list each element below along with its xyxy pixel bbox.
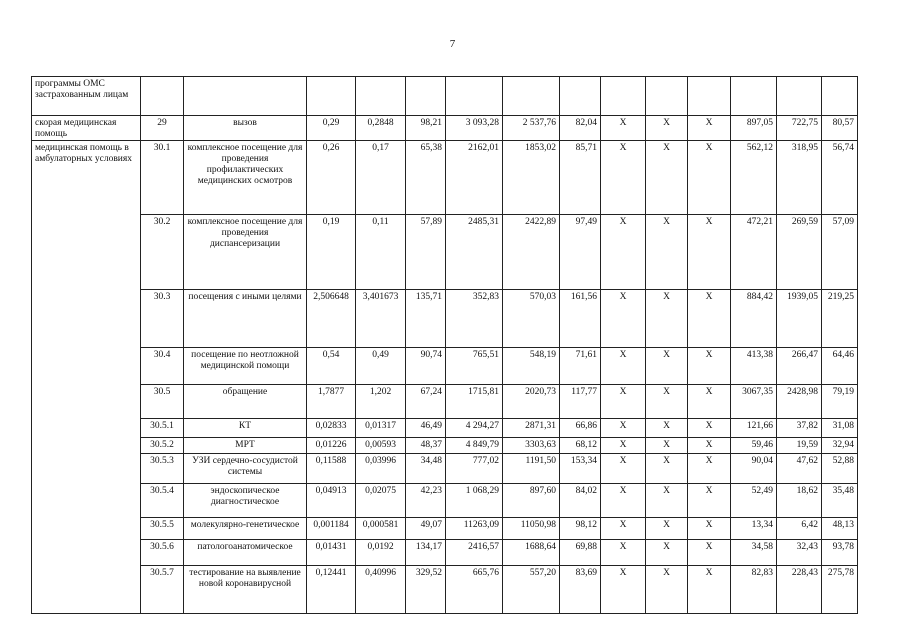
mark-3: Х <box>688 290 731 348</box>
value-2: 0,03996 <box>356 454 406 484</box>
value-3: 48,37 <box>406 438 446 454</box>
value-8: 6,42 <box>777 518 822 540</box>
value-9: 48,13 <box>822 518 858 540</box>
mark-3: Х <box>688 540 731 566</box>
row-number: 30.5.2 <box>141 438 184 454</box>
value-1: 0,54 <box>307 348 356 385</box>
value-2: 1,202 <box>356 385 406 419</box>
value-5: 548,19 <box>503 348 560 385</box>
value-9: 80,57 <box>822 116 858 141</box>
mark-3: Х <box>688 348 731 385</box>
mark-3: Х <box>688 419 731 438</box>
value-1: 0,02833 <box>307 419 356 438</box>
value-3: 46,49 <box>406 419 446 438</box>
value-2: 0,40996 <box>356 566 406 614</box>
value-4: 2416,57 <box>446 540 503 566</box>
table-row <box>32 419 858 438</box>
value-1: 0,01226 <box>307 438 356 454</box>
row-name: патологоанатомическое <box>184 540 307 566</box>
mark-2: Х <box>646 438 688 454</box>
value-7: 13,34 <box>731 518 777 540</box>
value-2: 0,2848 <box>356 116 406 141</box>
row-name: вызов <box>184 116 307 141</box>
value-1: 0,001184 <box>307 518 356 540</box>
value-5: 1853,02 <box>503 141 560 215</box>
value-2: 0,17 <box>356 141 406 215</box>
table-row <box>32 77 858 116</box>
mark-2: Х <box>646 518 688 540</box>
value-7: 472,21 <box>731 215 777 290</box>
value-6: 68,12 <box>560 438 601 454</box>
value-3: 329,52 <box>406 566 446 614</box>
value-7: 413,38 <box>731 348 777 385</box>
value-2: 0,000581 <box>356 518 406 540</box>
row-name: посещение по неотложной медицинской помощи <box>184 348 307 385</box>
value-5: 11050,98 <box>503 518 560 540</box>
value-7: 82,83 <box>731 566 777 614</box>
mark-2: Х <box>646 348 688 385</box>
mark-1 <box>601 77 646 116</box>
value-6: 117,77 <box>560 385 601 419</box>
value-3: 67,24 <box>406 385 446 419</box>
value-6: 85,71 <box>560 141 601 215</box>
value-7: 562,12 <box>731 141 777 215</box>
row-number <box>141 77 184 116</box>
value-9: 64,46 <box>822 348 858 385</box>
mark-1: Х <box>601 385 646 419</box>
value-9 <box>822 77 858 116</box>
value-8: 37,82 <box>777 419 822 438</box>
value-3: 134,17 <box>406 540 446 566</box>
mark-2: Х <box>646 141 688 215</box>
value-5: 570,03 <box>503 290 560 348</box>
value-6: 66,86 <box>560 419 601 438</box>
value-9: 52,88 <box>822 454 858 484</box>
mark-1: Х <box>601 540 646 566</box>
table-row <box>32 454 858 484</box>
table-row <box>32 438 858 454</box>
mark-1: Х <box>601 290 646 348</box>
value-7: 34,58 <box>731 540 777 566</box>
value-9: 93,78 <box>822 540 858 566</box>
value-2: 0,01317 <box>356 419 406 438</box>
table-row <box>32 518 858 540</box>
mark-1: Х <box>601 419 646 438</box>
value-5: 1191,50 <box>503 454 560 484</box>
mark-2: Х <box>646 484 688 518</box>
value-4: 4 294,27 <box>446 419 503 438</box>
value-8: 2428,98 <box>777 385 822 419</box>
value-7: 3067,35 <box>731 385 777 419</box>
value-7: 121,66 <box>731 419 777 438</box>
value-6: 98,12 <box>560 518 601 540</box>
value-3: 90,74 <box>406 348 446 385</box>
value-2: 0,49 <box>356 348 406 385</box>
value-4: 2485,31 <box>446 215 503 290</box>
table-row <box>32 348 858 385</box>
value-4: 1 068,29 <box>446 484 503 518</box>
mark-2: Х <box>646 419 688 438</box>
row-name: МРТ <box>184 438 307 454</box>
value-8: 266,47 <box>777 348 822 385</box>
mark-1: Х <box>601 438 646 454</box>
value-2: 0,02075 <box>356 484 406 518</box>
value-3: 42,23 <box>406 484 446 518</box>
value-8: 18,62 <box>777 484 822 518</box>
value-6: 71,61 <box>560 348 601 385</box>
table-row <box>32 484 858 518</box>
value-9: 56,74 <box>822 141 858 215</box>
mark-3: Х <box>688 566 731 614</box>
value-7: 59,46 <box>731 438 777 454</box>
row-number: 30.5.6 <box>141 540 184 566</box>
value-3 <box>406 77 446 116</box>
value-5: 2020,73 <box>503 385 560 419</box>
value-5: 557,20 <box>503 566 560 614</box>
value-4: 11263,09 <box>446 518 503 540</box>
value-5 <box>503 77 560 116</box>
value-1: 1,7877 <box>307 385 356 419</box>
value-2 <box>356 77 406 116</box>
row-name: посещения с иными целями <box>184 290 307 348</box>
value-4: 1715,81 <box>446 385 503 419</box>
row-name: молекулярно-генетическое <box>184 518 307 540</box>
value-7: 52,49 <box>731 484 777 518</box>
data-table <box>31 76 858 614</box>
mark-3 <box>688 77 731 116</box>
value-6: 161,56 <box>560 290 601 348</box>
value-8: 269,59 <box>777 215 822 290</box>
mark-3: Х <box>688 518 731 540</box>
mark-1: Х <box>601 215 646 290</box>
row-number: 30.5 <box>141 385 184 419</box>
value-5: 3303,63 <box>503 438 560 454</box>
value-9: 35,48 <box>822 484 858 518</box>
mark-3: Х <box>688 385 731 419</box>
value-9: 57,09 <box>822 215 858 290</box>
mark-2: Х <box>646 385 688 419</box>
row-name: комплексное посещение для проведения профилактических медицинских осмотров <box>184 141 307 215</box>
value-6: 153,34 <box>560 454 601 484</box>
value-5: 897,60 <box>503 484 560 518</box>
value-8: 318,95 <box>777 141 822 215</box>
value-3: 65,38 <box>406 141 446 215</box>
value-5: 1688,64 <box>503 540 560 566</box>
mark-3: Х <box>688 141 731 215</box>
row-number: 29 <box>141 116 184 141</box>
row-name: КТ <box>184 419 307 438</box>
group-label: медицинская помощь в амбулаторных условиях <box>32 141 141 614</box>
value-4: 4 849,79 <box>446 438 503 454</box>
table-row <box>32 290 858 348</box>
row-number: 30.5.4 <box>141 484 184 518</box>
mark-3: Х <box>688 215 731 290</box>
value-6: 69,88 <box>560 540 601 566</box>
value-8: 1939,05 <box>777 290 822 348</box>
value-1: 0,26 <box>307 141 356 215</box>
mark-3: Х <box>688 116 731 141</box>
group-label: скорая медицинская помощь <box>32 116 141 141</box>
row-number: 30.2 <box>141 215 184 290</box>
value-8: 228,43 <box>777 566 822 614</box>
table-row <box>32 566 858 614</box>
value-6 <box>560 77 601 116</box>
row-name <box>184 77 307 116</box>
group-label: программы ОМС застрахованным лицам <box>32 77 141 116</box>
value-3: 135,71 <box>406 290 446 348</box>
mark-2 <box>646 77 688 116</box>
value-4: 765,51 <box>446 348 503 385</box>
value-1: 0,11588 <box>307 454 356 484</box>
mark-1: Х <box>601 141 646 215</box>
value-1: 0,12441 <box>307 566 356 614</box>
value-3: 98,21 <box>406 116 446 141</box>
value-8: 32,43 <box>777 540 822 566</box>
row-number: 30.3 <box>141 290 184 348</box>
table-row <box>32 116 858 141</box>
value-9: 32,94 <box>822 438 858 454</box>
value-9: 219,25 <box>822 290 858 348</box>
value-6: 83,69 <box>560 566 601 614</box>
value-3: 34,48 <box>406 454 446 484</box>
mark-3: Х <box>688 454 731 484</box>
mark-2: Х <box>646 540 688 566</box>
row-number: 30.5.5 <box>141 518 184 540</box>
page-number: 7 <box>449 38 456 50</box>
table-row <box>32 141 858 215</box>
value-4 <box>446 77 503 116</box>
value-9: 79,19 <box>822 385 858 419</box>
value-3: 57,89 <box>406 215 446 290</box>
row-name: обращение <box>184 385 307 419</box>
value-5: 2871,31 <box>503 419 560 438</box>
value-6: 84,02 <box>560 484 601 518</box>
row-name: комплексное посещение для проведения диспансеризации <box>184 215 307 290</box>
mark-1: Х <box>601 484 646 518</box>
row-number: 30.5.7 <box>141 566 184 614</box>
value-9: 275,78 <box>822 566 858 614</box>
row-name: эндоскопическое диагностическое <box>184 484 307 518</box>
table-row <box>32 385 858 419</box>
value-1: 0,19 <box>307 215 356 290</box>
value-7: 90,04 <box>731 454 777 484</box>
table-row <box>32 540 858 566</box>
value-1: 0,01431 <box>307 540 356 566</box>
mark-2: Х <box>646 215 688 290</box>
table-row <box>32 215 858 290</box>
value-6: 97,49 <box>560 215 601 290</box>
value-2: 0,00593 <box>356 438 406 454</box>
mark-1: Х <box>601 454 646 484</box>
value-8 <box>777 77 822 116</box>
value-7: 897,05 <box>731 116 777 141</box>
value-4: 3 093,28 <box>446 116 503 141</box>
row-number: 30.1 <box>141 141 184 215</box>
row-name: УЗИ сердечно-сосудистой системы <box>184 454 307 484</box>
value-5: 2 537,76 <box>503 116 560 141</box>
row-name: тестирование на выявление новой коронавирусной <box>184 566 307 614</box>
value-7 <box>731 77 777 116</box>
mark-2: Х <box>646 454 688 484</box>
mark-3: Х <box>688 438 731 454</box>
mark-2: Х <box>646 566 688 614</box>
row-number: 30.4 <box>141 348 184 385</box>
value-4: 665,76 <box>446 566 503 614</box>
value-4: 2162,01 <box>446 141 503 215</box>
value-7: 884,42 <box>731 290 777 348</box>
value-8: 47,62 <box>777 454 822 484</box>
value-4: 352,83 <box>446 290 503 348</box>
value-8: 722,75 <box>777 116 822 141</box>
row-number: 30.5.3 <box>141 454 184 484</box>
value-4: 777,02 <box>446 454 503 484</box>
value-3: 49,07 <box>406 518 446 540</box>
mark-1: Х <box>601 518 646 540</box>
value-6: 82,04 <box>560 116 601 141</box>
row-number: 30.5.1 <box>141 419 184 438</box>
value-5: 2422,89 <box>503 215 560 290</box>
value-2: 0,11 <box>356 215 406 290</box>
value-1 <box>307 77 356 116</box>
value-1: 0,04913 <box>307 484 356 518</box>
mark-1: Х <box>601 348 646 385</box>
value-8: 19,59 <box>777 438 822 454</box>
mark-1: Х <box>601 566 646 614</box>
value-2: 3,401673 <box>356 290 406 348</box>
value-1: 2,506648 <box>307 290 356 348</box>
mark-2: Х <box>646 290 688 348</box>
mark-1: Х <box>601 116 646 141</box>
value-2: 0,0192 <box>356 540 406 566</box>
mark-2: Х <box>646 116 688 141</box>
value-1: 0,29 <box>307 116 356 141</box>
mark-3: Х <box>688 484 731 518</box>
value-9: 31,08 <box>822 419 858 438</box>
